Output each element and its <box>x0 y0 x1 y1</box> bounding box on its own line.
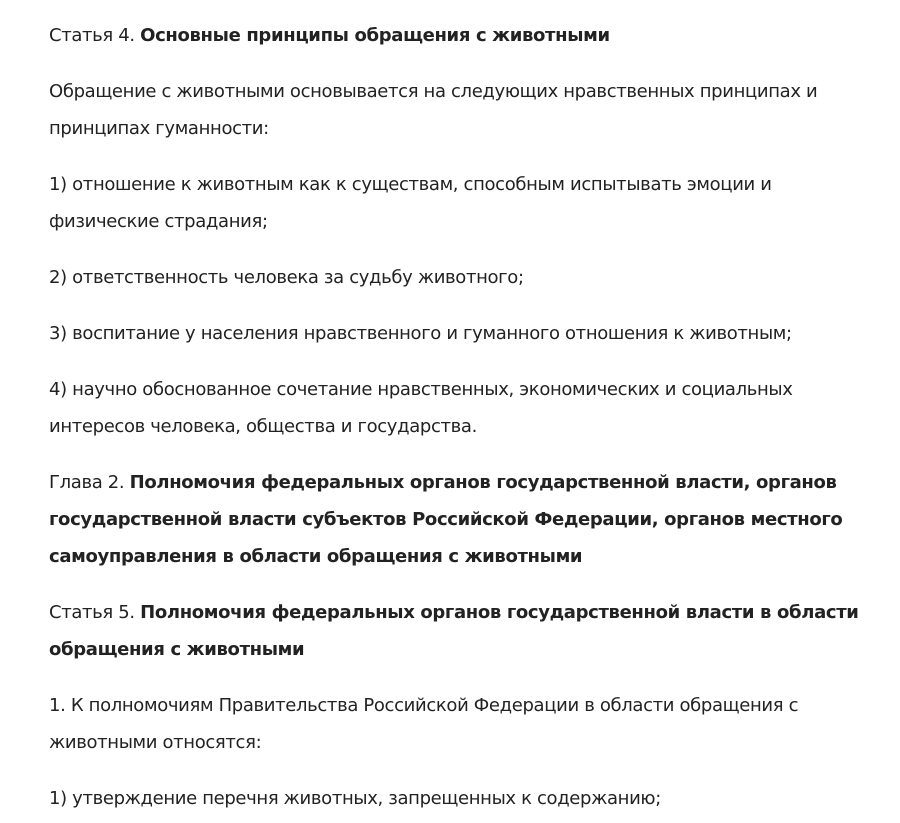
article-4-heading <box>49 17 860 54</box>
article-4-prefix: Статья 4. <box>49 25 135 46</box>
article-5-prefix: Статья 5. <box>49 602 135 623</box>
article-5-clause-1: 1. К полномочиям Правительства Российской Федерации в области обращения с животными относятся: <box>49 695 799 753</box>
article-4-item-4: 4) научно обоснованное сочетание нравственных, экономических и социальных интересов человека, общества и государства. <box>49 379 793 437</box>
chapter-2-prefix: Глава 2. <box>49 472 125 493</box>
article-5-item-1: 1) утверждение перечня животных, запрещенных к содержанию; <box>49 788 661 809</box>
article-4-item-3: 3) воспитание у населения нравственного и гуманного отношения к животным; <box>49 323 792 344</box>
article-4-title: Основные принципы обращения с животными <box>140 25 610 46</box>
article-5-heading <box>49 594 860 668</box>
article-4-item-2: 2) ответственность человека за судьбу животного; <box>49 267 524 288</box>
article-4-intro: Обращение с животными основывается на следующих нравственных принципах и принципах гуманности: <box>49 81 818 139</box>
article-5-title: Полномочия федеральных органов государственной власти в области обращения с животными <box>49 602 859 660</box>
chapter-2-heading <box>49 464 860 575</box>
article-4-item-1: 1) отношение к животным как к существам, способным испытывать эмоции и физические страдания; <box>49 174 772 232</box>
chapter-2-title: Полномочия федеральных органов государственной власти, органов государственной власти субъектов Российской Федерации, органов местного самоуправления в области обращения с животными <box>49 472 843 567</box>
